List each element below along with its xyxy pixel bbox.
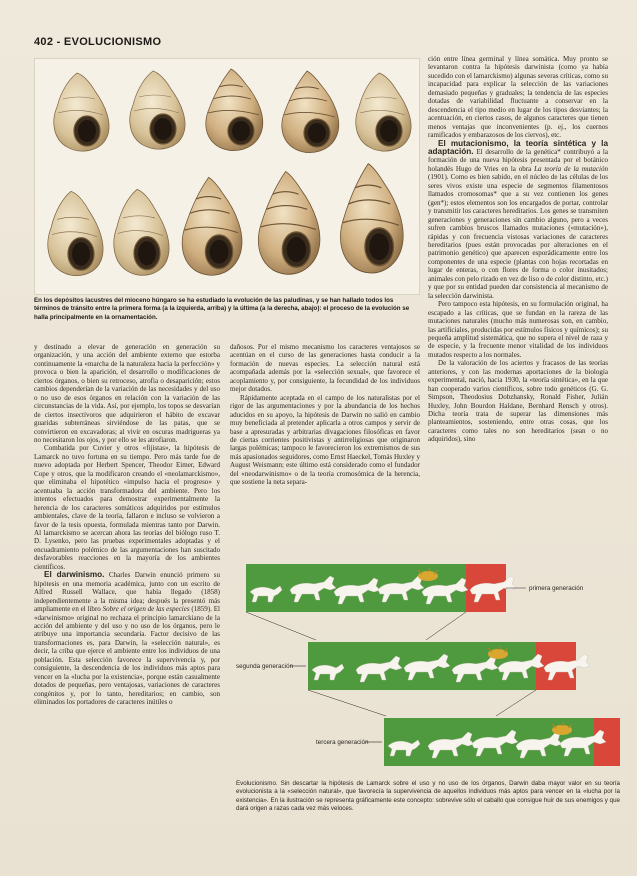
section-heading: El darwinismo. <box>44 570 105 580</box>
book-title: La teoría de la mutación <box>534 164 608 173</box>
figure-caption-bottom: Evolucionismo. Sin descartar la hipótesis de Lamarck sobre el uso y no uso de los órganos, Darwin daba mayor valor en su teoría evolucionista a la «selección natural», que favorecía la supervivencia de aquellos individuos más aptos para vencer en la «lucha por la existencia». En la ilustración se representa gráficamente este concepto: sobrevive sólo el caballo que consigue huir de sus enemigos y que dará origen a razas cada vez más veloces. <box>236 780 620 812</box>
snail-shells-illustration <box>35 59 419 294</box>
paragraph: ción entre línea germinal y línea somática. Muy pronto se levantaron contra la hipótesis darwinista (como ya había sucedido con el lamarckismo) algunas severas críticas, como su incapacidad para explicar la selección de las variaciones demasiado pequeñas y graduales; la tendencia de las especies dotadas de variabilidad fluctuante a conservar en la descendencia el tipo medio en lugar de los tipos desviantes; la acentuación, en ciertos casos, de algunos caracteres que tienen menos ventajas que inconvenientes (p. ej., los cuernos ramificados y embarazosos de los ciervos), etc. <box>428 55 608 140</box>
generation-label: primera generación <box>529 585 584 592</box>
paragraph-text: Charles Darwin enunció primero su hipótesis en una memoria académica, junto con un escrito de Alfred Russell Wallace, que había llegado (1858) independientemente a la misma idea; después la presentó más ampliamente en el libro <box>34 571 221 614</box>
generation-1-panel <box>246 564 584 640</box>
figure-caption-top: En los depósitos lacustres del mioceno húngaro se ha estudiado la evolución de las paludinas, y se han hallado todos los términos de tránsito entre la primera forma (a la izquierda, arriba) y la última (a la derecha, abajo): el proceso de la evolución se halla principalmente en la ornamentación. <box>34 297 410 321</box>
text-column-2 <box>230 343 420 543</box>
generation-label: tercera generación <box>316 739 369 746</box>
paragraph: Combatida por Cuvier y otros «fijistas», la hipótesis de Lamarck no tuvo fortuna en su tiempo. Pero más tarde fue de nuevo adoptada por Herbert Spencer, Theodor Eimer, Edward Cope y otros, que la modificaron creando el «neolamarckismo», que eliminaba el hipotético «impulso hacia el progreso» y acentuaba la acción transformadora del ambiente. Pero los intentos efectuados para demostrar experimentalmente la herencia de los caracteres somáticos adquiridos por estímulos ambientales, clave de la teoría, fallaron e incluso se volvieron a favor de la tesis opuesta, formulada mientras tanto por Darwin. Al lamarckismo se acercan ahora las teorías del biólogo ruso T. D. Lysenko, pero las pruebas experimentales adoptadas y el encuadramiento polémico de las argumentaciones han suscitado desfavorables reacciones en la mayoría de los ambientes científicos. <box>34 444 220 571</box>
horse-generations-illustration <box>236 548 620 773</box>
paragraph: De la valoración de los aciertos y fracasos de las teorías anteriores, y con las modernas aportaciones de la biología experimental, nació, hacia 1930, la «teoría sintética», en la que han cooperado varios científicos, sobre todo genéticos (G. G. Simpson, Theodosius Dobzhansky, Ronald Fisher, Julián Huxley, John Bourdon Haldane, Bernhard Rensch y otros). Dicha teoría trata de superar las dimensiones más planteamientos, sosteniendo, entre otras cosas, que los caracteres como tales no son hereditarios (sean o no adquiridos), sino <box>428 359 608 444</box>
page-header: 402 - EVOLUCIONISMO <box>34 36 162 48</box>
horse-generations-figure <box>236 548 620 773</box>
paragraph: dañosos. Por el mismo mecanismo los caracteres ventajosos se acentúan en el curso de las generaciones hasta conducir a la formación de nuevas especies. La selección natural está acompañada además por la «selección sexual», que favorece el acoplamiento y, por consiguiente, la fecundidad de los individuos mejor dotados. <box>230 343 420 394</box>
paragraph-text: El desarrollo de la genética* contribuyó a la formación de una nueva hipótesis presentada por el botánico holandés Hugo de Vries en la obra <box>428 147 608 173</box>
text-column-1 <box>34 343 220 863</box>
paragraph-text: (1901). Como es bien sabido, en el núcleo de las células de los seres vivos existe una especie de segmentos filamentosos llamados cromosomas* que a su vez contienen los genes (gen*); estos elementos son los encargados de portar, controlar y transmitir los caracteres hereditarios. Los genes se transmiten generaciones y generaciones sin cambio alguno, pero a veces sufren cambios bruscos llamados mutaciones («mutación»), rápidas y con frecuencia vistosas variaciones de caracteres hereditarios (pues están provocadas por alteraciones en el patrimonio genético) que aparecen esporádicamente entre los componentes de una especie (plantas con hojas recortadas en lugar de enteras, o con flores de forma o color inusitados; animales con pelo rizado en vez de liso o de color distinto, etc.) y que por su entidad pueden dar consistencia al mecanismo de la selección darwinista. <box>428 173 608 300</box>
snail-evolution-figure <box>34 58 420 295</box>
generation-label: segunda generación <box>236 663 294 670</box>
paragraph: y destinado a elevar de generación en generación su organización, y una acción del ambiente externo que estorba continuamente la «marcha de la naturaleza hacia la perfección» y provoca o bien la aparición, el desarrollo o modificaciones de ciertos órganos, o bien su retroceso, atrofia o desaparición; estos cambios dependerían de la variación de las necesidades y del uso o no uso de esos órganos en relación con la variación de las circunstancias de la vida. Así, por ejemplo, los topos se desvarían de ciertos insectívoros que adquirieron el hábito de excavar guaridas subterráneas sirviéndose de las patas, que se convirtieron en excavadoras; al vivir en oscuras madrigueras ya no necesitaron los ojos, y por ello se les atrofiaron. <box>34 343 220 444</box>
section-heading: El mutacionismo, la teoría sintética y la adaptación. <box>428 138 608 156</box>
paragraph: Rápidamente aceptada en el campo de los naturalistas por el rigor de las argumentaciones y por la abundancia de los hechos aducidos en su apoyo, la hipótesis de Darwin no salió en cambio muy beneficiada al pretender aplicarla a otros campos y servir de base a apresuradas y arbitrarias divagaciones filosóficas en favor de ciertas corrientes positivistas y antirreligiosas que originaron largas polémicas; tampoco le favorecieron los extremismos de sus más apasionados seguidores, como Ernst Haeckel, Tomás Huxley y August Weismann; este último está considerado como el fundador del «neodarwinismo» o de la teoría cromosómica de la herencia, que sostiene la neta separa- <box>230 393 420 487</box>
text-column-3 <box>428 55 608 540</box>
paragraph <box>428 140 608 301</box>
book-title: Sobre el origen de las especies <box>102 605 190 614</box>
paragraph-text: (1859). El «darwinismo» original no rechaza el principio lamarckiano de la acción del ambiente y del uso y no uso de los órganos, pero le atribuye una importancia secundaria. Factor decisivo de las transformaciones es, para Darwin, la «selección natural», es decir, la criba que ejerce el ambiente entre los individuos de una población. Esta selección favorece la supervivencia y, por consiguiente, la descendencia de los individuos más aptos para vencer en la «lucha por la existencia», porque están casualmente dotados de pequeñas, pero ventajosas, variaciones de caracteres congénitos y, por lo tanto, hereditarios; en cambio, son eliminados los portadores de caracteres inútiles o <box>34 605 220 707</box>
generation-3-panel <box>316 718 620 766</box>
generation-2-panel <box>236 642 590 716</box>
paragraph: Pero tampoco esta hipótesis, en su formulación original, ha escapado a las críticas, que se fundan en la rareza de las mutaciones naturales (mucho más numerosas son, en cambio, las artificiales, producidas por estímulos físicos y químicos); su pequeña amplitud sistemática, que no supera el nivel de raza y de especie, y la frecuente menor vitalidad de los individuos mutados respecto a los normales. <box>428 300 608 359</box>
paragraph <box>34 571 220 706</box>
